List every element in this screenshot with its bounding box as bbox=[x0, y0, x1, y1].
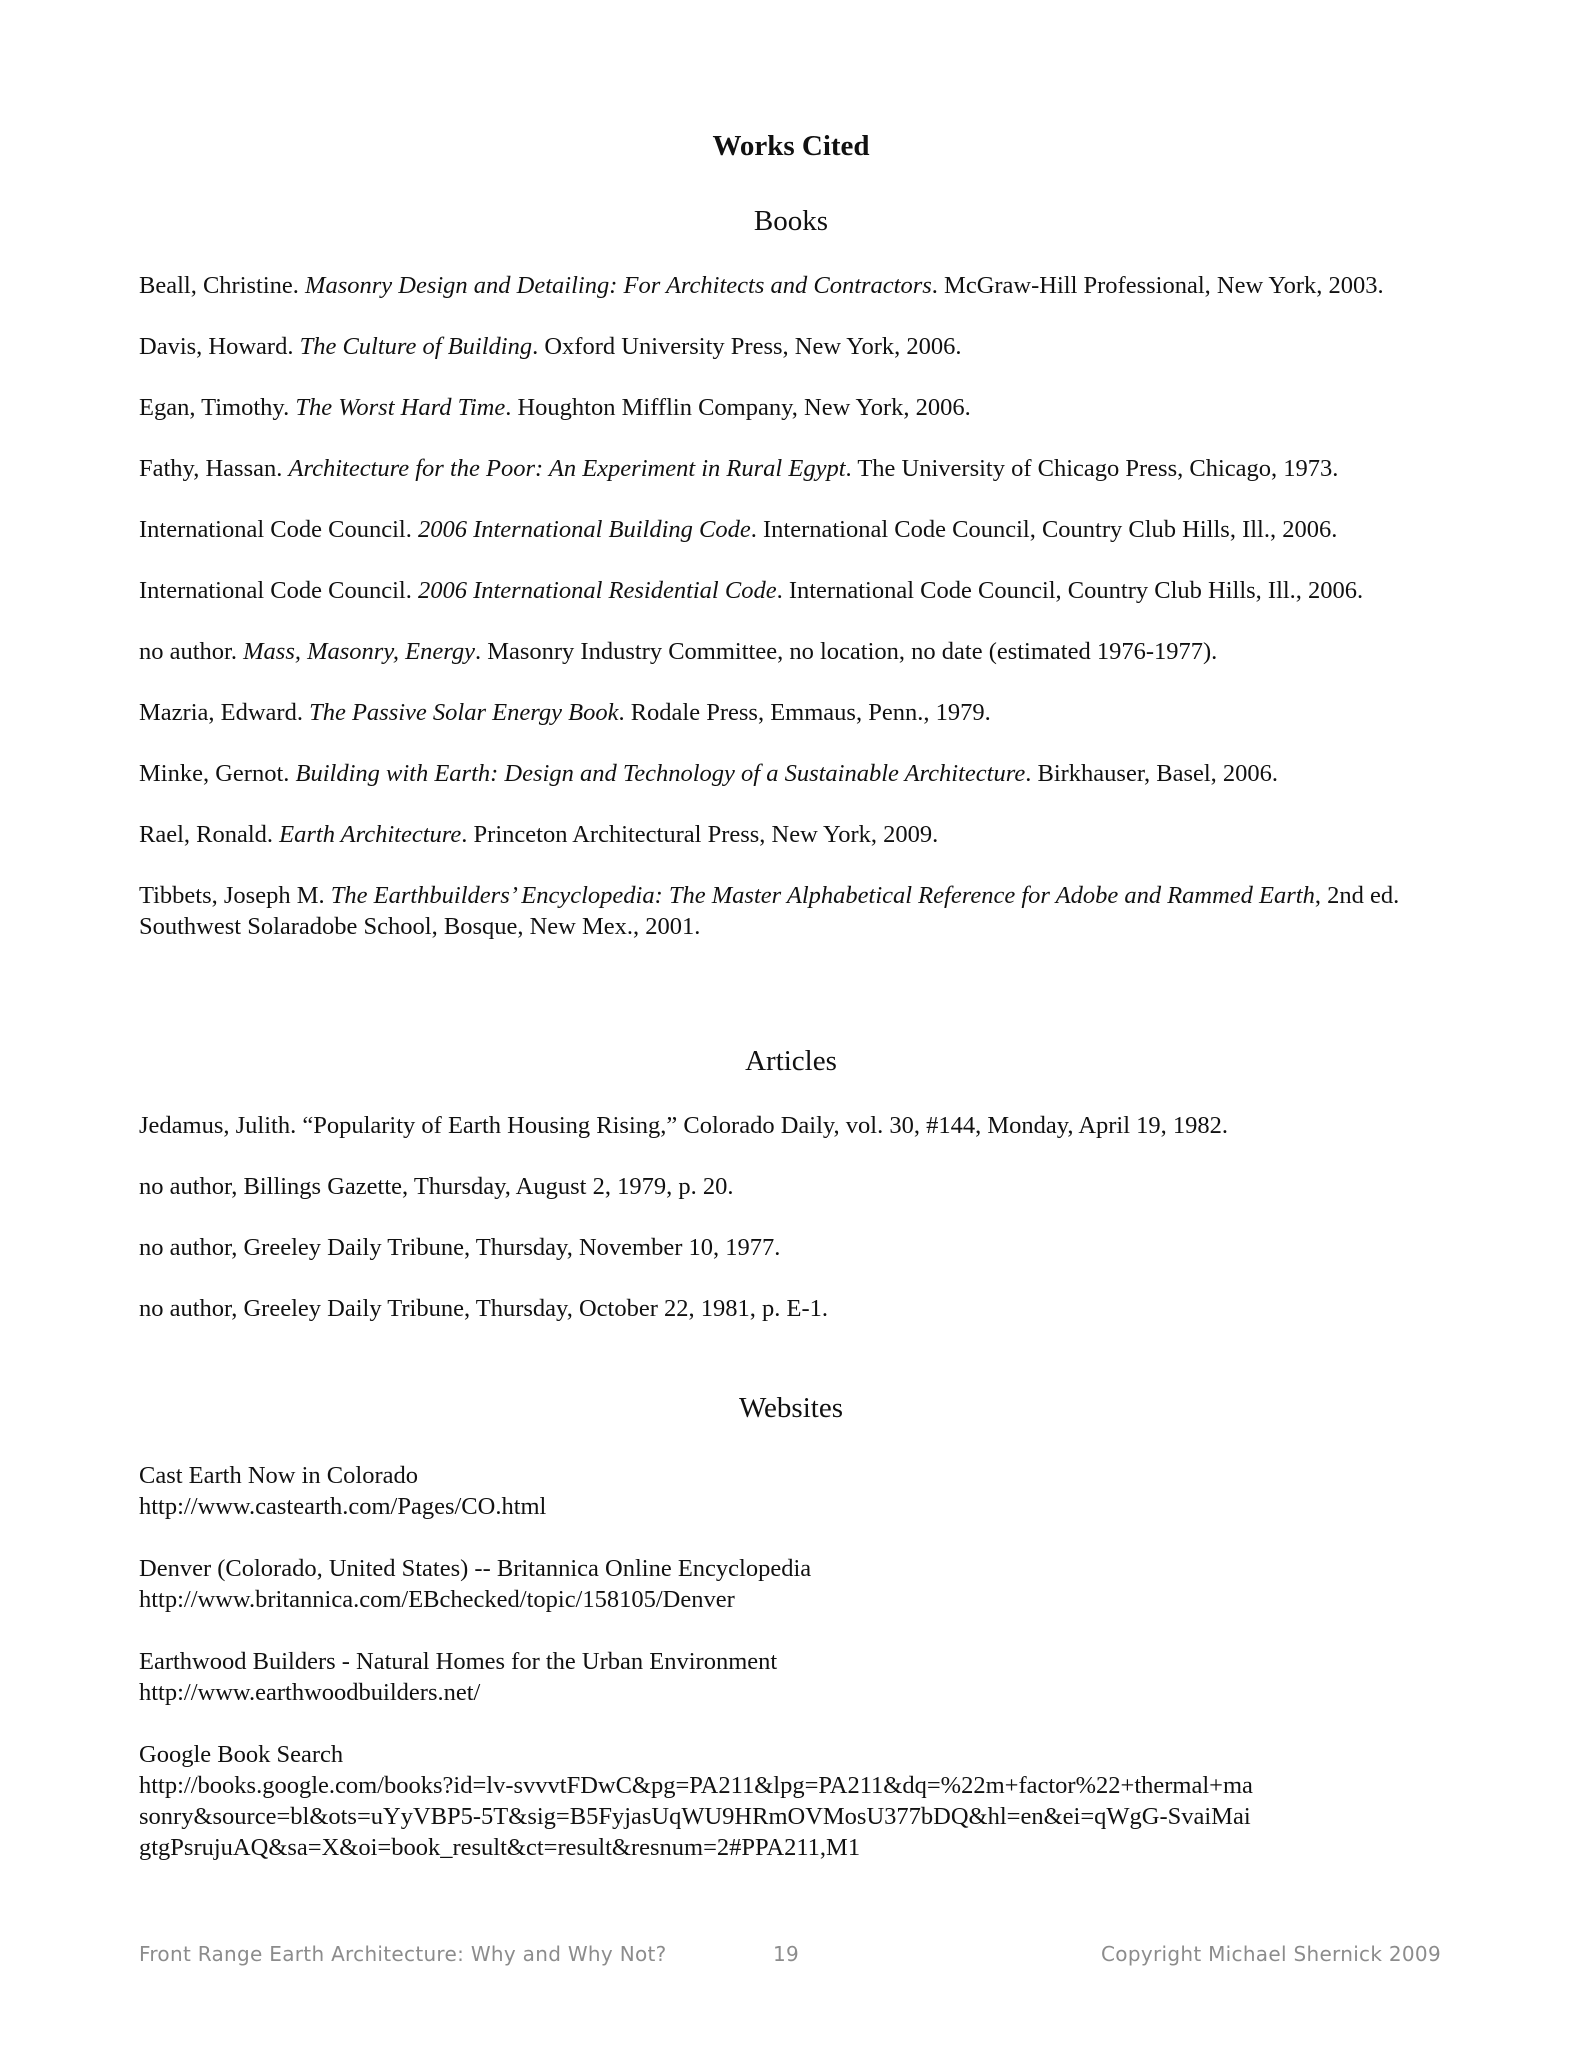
book-publication: , 2nd ed. Southwest Solaradobe School, Bosque, New Mex., 2001. bbox=[139, 882, 1400, 940]
book-entry bbox=[139, 819, 1439, 850]
book-publication: . The University of Chicago Press, Chicago, 1973. bbox=[845, 455, 1339, 482]
book-author: no author. bbox=[139, 638, 237, 665]
book-author: International Code Council. bbox=[139, 577, 412, 604]
book-title: Building with Earth: Design and Technology of a Sustainable Architecture bbox=[295, 760, 1026, 787]
book-author: Davis, Howard. bbox=[139, 333, 294, 360]
book-publication: . Houghton Mifflin Company, New York, 2006. bbox=[505, 394, 971, 421]
book-author: Tibbets, Joseph M. bbox=[139, 882, 325, 909]
book-publication: . Birkhauser, Basel, 2006. bbox=[1025, 760, 1279, 787]
book-entry bbox=[139, 697, 1439, 728]
website-name: Earthwood Builders - Natural Homes for the Urban Environment bbox=[139, 1648, 778, 1675]
book-publication: . Rodale Press, Emmaus, Penn., 1979. bbox=[618, 699, 991, 726]
book-author: Minke, Gernot. bbox=[139, 760, 290, 787]
website-entry bbox=[139, 1553, 1439, 1615]
book-title: The Worst Hard Time bbox=[295, 394, 506, 421]
book-title: 2006 International Residential Code bbox=[417, 577, 777, 604]
book-title: 2006 International Building Code bbox=[417, 516, 751, 543]
articles-heading: Articles bbox=[745, 1045, 837, 1077]
book-author: Rael, Ronald. bbox=[139, 821, 274, 848]
articles-list bbox=[139, 1110, 1439, 1354]
book-entry bbox=[139, 575, 1439, 606]
book-publication: . International Code Council, Country Club Hills, Ill., 2006. bbox=[750, 516, 1338, 543]
book-title: Earth Architecture bbox=[279, 821, 462, 848]
book-title: The Culture of Building bbox=[299, 333, 533, 360]
article-entry: no author, Billings Gazette, Thursday, August 2, 1979, p. 20. bbox=[139, 1173, 734, 1200]
book-entry bbox=[139, 880, 1439, 942]
website-entry bbox=[139, 1739, 1439, 1863]
book-title: The Passive Solar Energy Book bbox=[309, 699, 619, 726]
books-heading: Books bbox=[753, 205, 829, 237]
footer-copyright: Copyright Michael Shernick 2009 bbox=[1101, 1942, 1441, 1966]
website-name: Denver (Colorado, United States) -- Britannica Online Encyclopedia bbox=[139, 1555, 812, 1582]
book-title: The Earthbuilders’ Encyclopedia: The Master Alphabetical Reference for Adobe and Rammed Earth bbox=[330, 882, 1315, 909]
book-publication: . McGraw-Hill Professional, New York, 2003. bbox=[931, 272, 1384, 299]
book-entry bbox=[139, 331, 1439, 362]
article-entry: no author, Greeley Daily Tribune, Thursday, November 10, 1977. bbox=[139, 1234, 781, 1261]
book-title: Masonry Design and Detailing: For Architects and Contractors bbox=[305, 272, 932, 299]
website-url[interactable]: http://www.earthwoodbuilders.net/ bbox=[139, 1679, 481, 1706]
book-entry bbox=[139, 392, 1439, 423]
book-entry bbox=[139, 758, 1439, 789]
book-author: Fathy, Hassan. bbox=[139, 455, 283, 482]
page-title: Works Cited bbox=[712, 130, 870, 162]
book-entry bbox=[139, 270, 1439, 301]
book-title: Mass, Masonry, Energy bbox=[243, 638, 475, 665]
website-entry bbox=[139, 1646, 1439, 1708]
footer-document-title: Front Range Earth Architecture: Why and Why Not? bbox=[139, 1942, 667, 1966]
book-entry bbox=[139, 636, 1439, 667]
book-author: Egan, Timothy. bbox=[139, 394, 290, 421]
book-publication: . Oxford University Press, New York, 2006. bbox=[532, 333, 962, 360]
website-url[interactable]: http://books.google.com/books?id=lv-svvvtFDwC&pg=PA211&lpg=PA211&dq=%22m+factor%22+thermal+masonry&source=bl&ots=uYyVBP5-5T&sig=B5FyjasUqWU9HRmOVMosU377bDQ&hl=en&ei=qWgG-SvaiMaigtgPsrujuAQ&sa=X&oi=book_result&ct=result&resnum=2#PPA211,M1 bbox=[139, 1772, 1253, 1861]
book-publication: . International Code Council, Country Club Hills, Ill., 2006. bbox=[776, 577, 1364, 604]
websites-list bbox=[139, 1460, 1439, 1894]
website-url[interactable]: http://www.castearth.com/Pages/CO.html bbox=[139, 1493, 547, 1520]
website-entry bbox=[139, 1460, 1439, 1522]
book-publication: . Masonry Industry Committee, no location, no date (estimated 1976-1977). bbox=[474, 638, 1218, 665]
book-author: Beall, Christine. bbox=[139, 272, 299, 299]
book-entry bbox=[139, 514, 1439, 545]
article-entry: Jedamus, Julith. “Popularity of Earth Housing Rising,” Colorado Daily, vol. 30, #144, Monday, April 19, 1982. bbox=[139, 1112, 1229, 1139]
page-number: 19 bbox=[773, 1942, 800, 1966]
book-title: Architecture for the Poor: An Experiment in Rural Egypt bbox=[288, 455, 846, 482]
book-author: Mazria, Edward. bbox=[139, 699, 303, 726]
website-name: Google Book Search bbox=[139, 1741, 344, 1768]
article-entry: no author, Greeley Daily Tribune, Thursday, October 22, 1981, p. E-1. bbox=[139, 1295, 828, 1322]
website-name: Cast Earth Now in Colorado bbox=[139, 1462, 418, 1489]
book-author: International Code Council. bbox=[139, 516, 412, 543]
website-url[interactable]: http://www.britannica.com/EBchecked/topic/158105/Denver bbox=[139, 1586, 735, 1613]
websites-heading: Websites bbox=[739, 1392, 843, 1424]
books-list bbox=[139, 270, 1439, 972]
book-publication: . Princeton Architectural Press, New York, 2009. bbox=[461, 821, 939, 848]
book-entry bbox=[139, 453, 1439, 484]
